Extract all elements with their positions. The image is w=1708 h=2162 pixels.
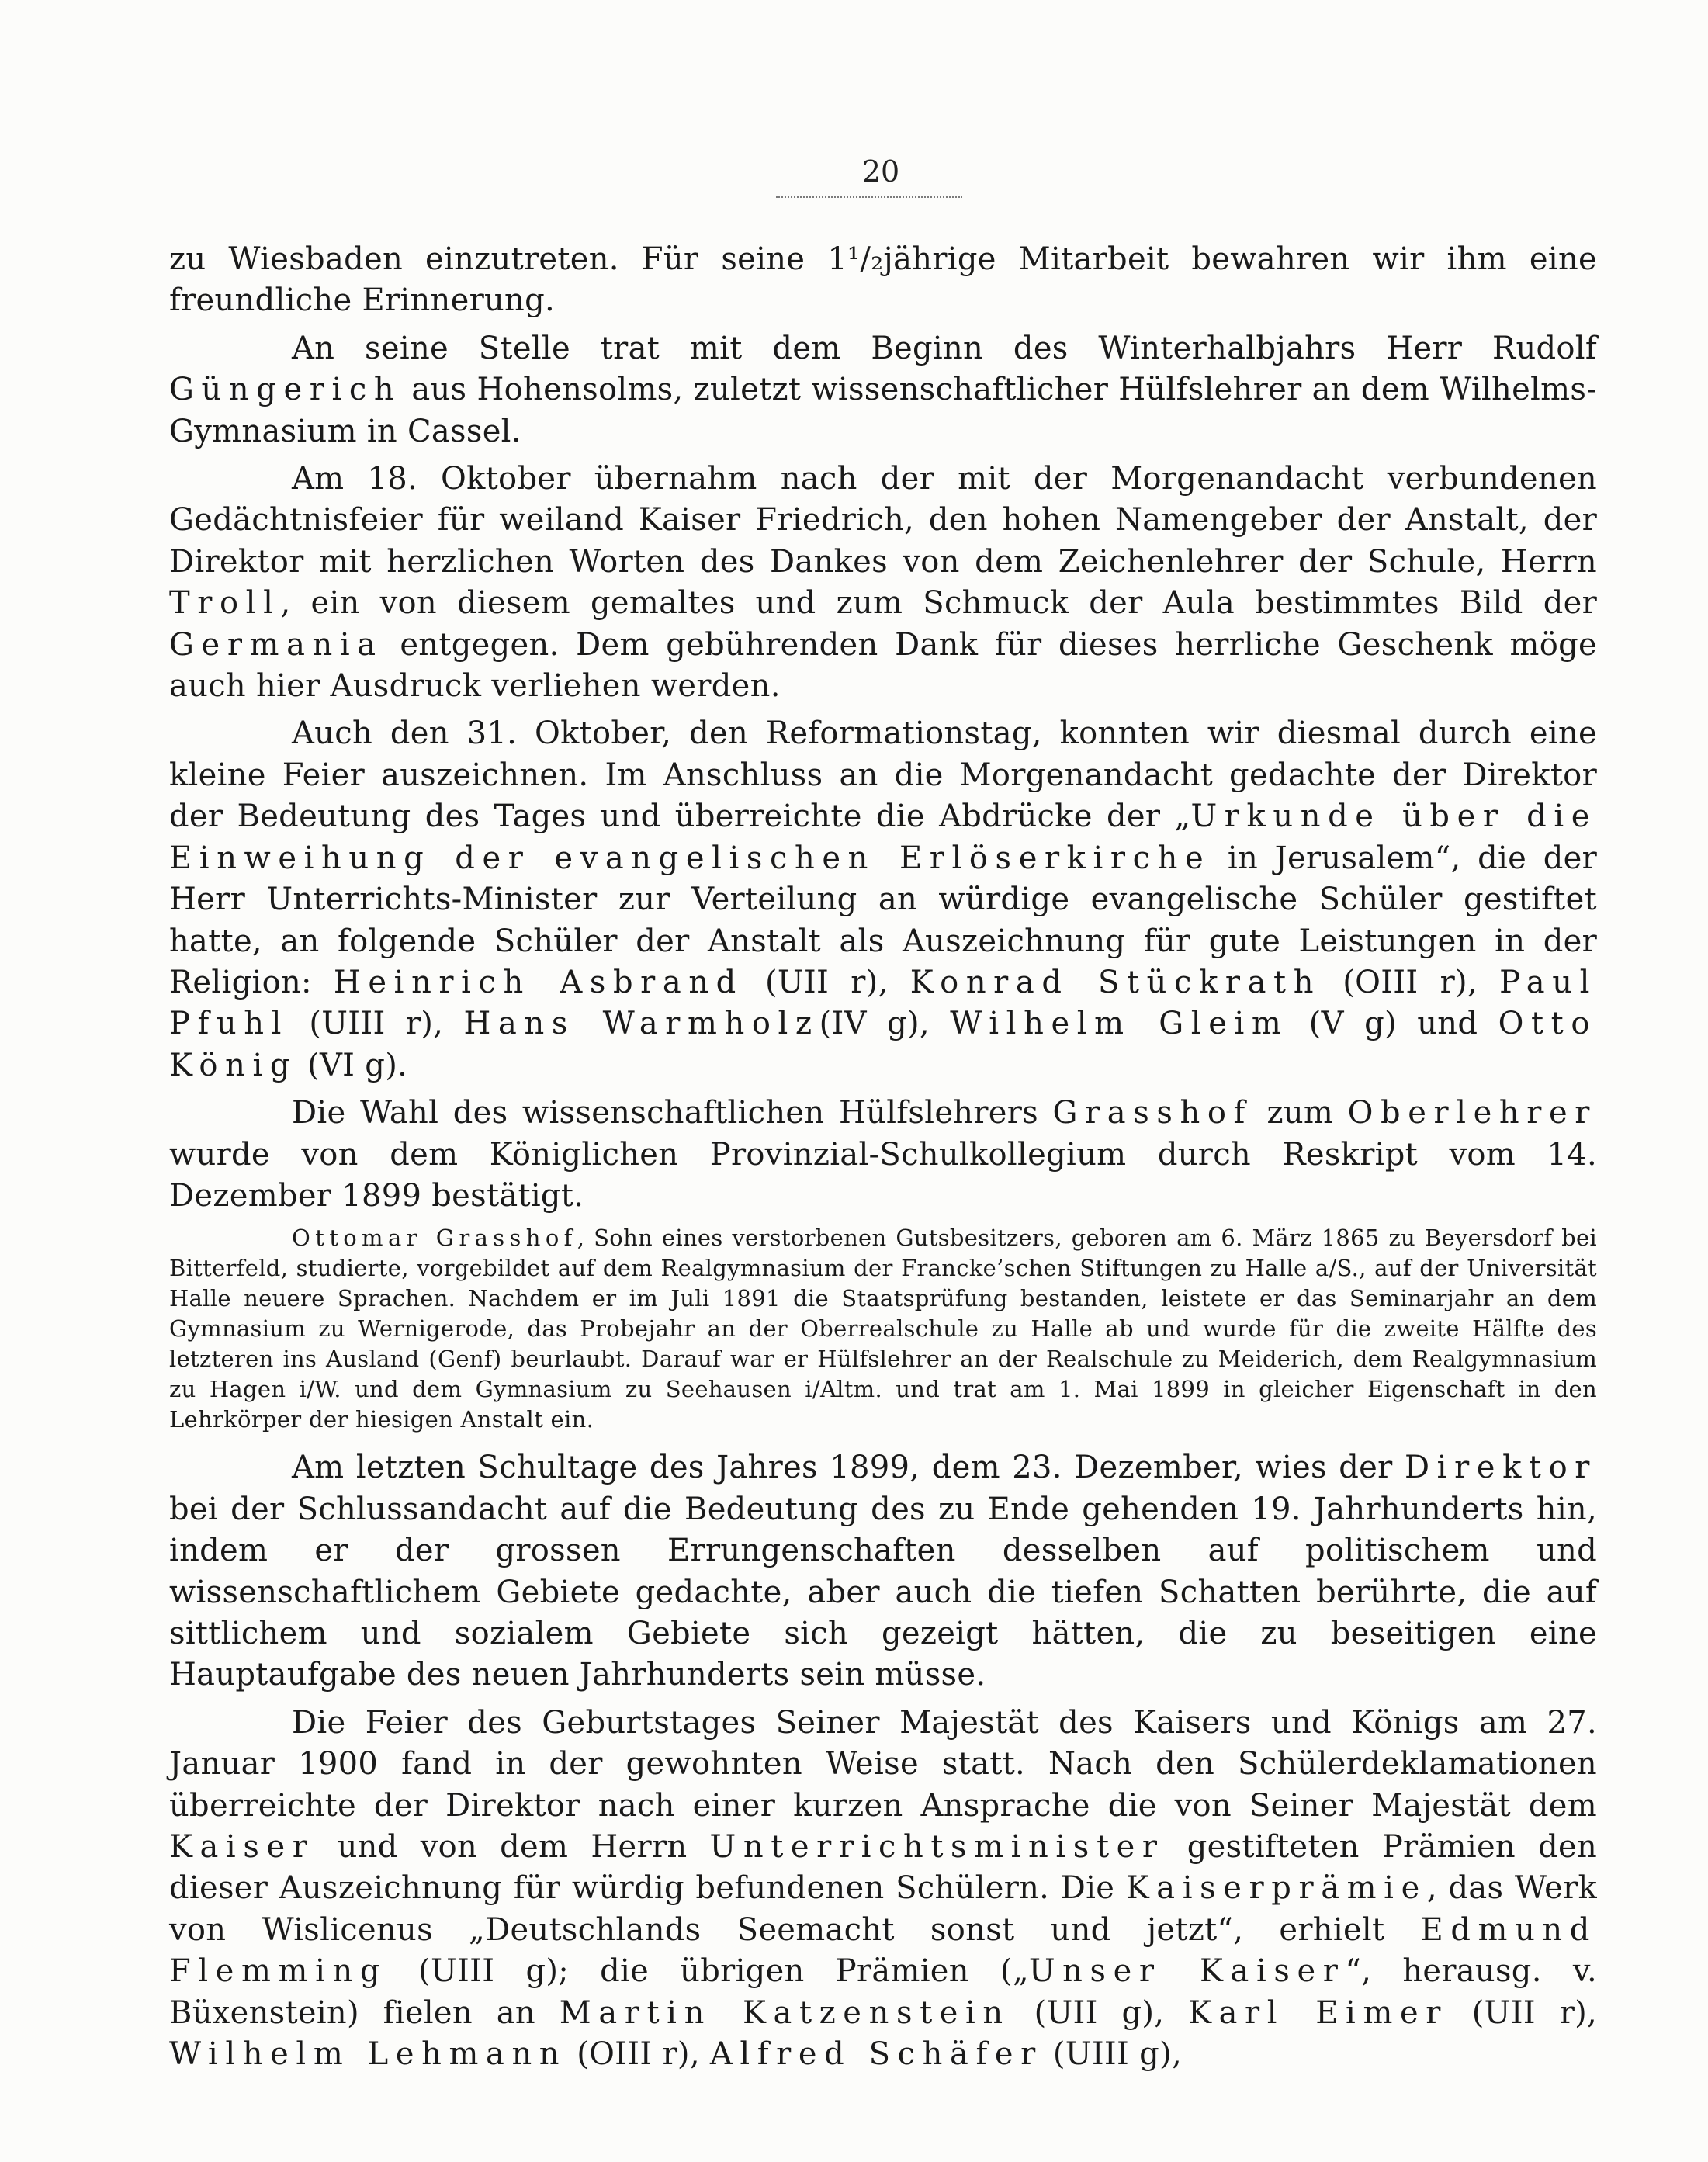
spaced-name: Hans Warmholz — [463, 1006, 819, 1042]
spaced-name: Martin Katzenstein — [559, 1994, 1010, 2031]
paragraph-5 — [169, 1093, 1597, 1217]
paragraph-7-text-a: Die Feier des Geburtstages Seiner Majestät des Kaisers und Königs am 27. Januar 1900 fand in der gewohnten Weise statt. Nach den Schülerdeklamationen überreichte der Direktor nach einer kurzen Ansprache die von Seiner Majestät dem — [169, 1704, 1597, 1824]
paragraph-3-text-a: Am 18. Oktober übernahm nach der mit der Morgenandacht verbundenen Gedächtnisfeier für weiland Kaiser Friedrich, den hohen Namengeber der Anstalt, der Direktor mit herzlichen Worten des Dankes von dem Zeichenlehrer der Schule, Herrn — [169, 461, 1597, 580]
spaced-name: Troll — [169, 585, 281, 622]
biography-note-text: , Sohn eines verstorbenen Gutsbesitzers, geboren am 6. März 1865 zu Beyersdorf bei Bitterfeld, studierte, vorgebildet auf dem Realgymnasium der Francke’schen Stiftungen zu Halle a/S., auf der Universität Halle neuere Sprachen. Nachdem er im Juli 1891 die Staatsprüfung bestanden, leistete er das Seminarjahr an dem Gymnasium zu Wernigerode, das Probejahr an der Oberrealschule zu Halle ab und wurde für die zweite Hälfte des letzteren ins Ausland (Genf) beurlaubt. Darauf war er Hülfslehrer an der Realschule zu Meiderich, dem Realgymnasium zu Hagen i/W. und dem Gymnasium zu Seehausen i/Altm. und trat am 1. Mai 1899 in gleicher Eigenschaft in den Lehrkörper der hiesigen Anstalt ein. — [169, 1225, 1597, 1433]
paragraph-3-text-c: entgegen. Dem gebührenden Dank für dieses herrliche Geschenk möge auch hier Ausdruck verliehen werden. — [169, 626, 1597, 705]
paragraph-7-text-c: gestifteten Prämien den dieser Auszeichnung für würdig befundenen Schülern. Die — [169, 1829, 1598, 1907]
class-label: (OIII r), — [577, 2036, 700, 2073]
paragraph-3-text-b: , ein von diesem gemaltes und zum Schmuck der Aula bestimmtes Bild der — [280, 585, 1597, 622]
class-label: (IV g), — [819, 1006, 930, 1042]
paragraph-1 — [169, 239, 1597, 322]
paragraph-4-text-b: in Jerusalem“, die der Herr Unterrichts-Minister zur Verteilung an würdige evangelische Schüler gestiftet hatte, an folgende Schüler der Anstalt als Auszeichnung für gute Leistungen in der Religion: — [169, 840, 1598, 1000]
spaced-title: Kaiser — [169, 1829, 315, 1865]
paragraph-4 — [169, 713, 1597, 1086]
paragraph-1-text: zu Wiesbaden einzutreten. Für seine 1¹/₂jährige Mitarbeit bewahren wir ihm eine freundliche Erinnerung. — [169, 241, 1597, 319]
class-label: (UIII r), — [309, 1006, 444, 1042]
spaced-title: Kaiserprämie — [1125, 1870, 1427, 1907]
spaced-name: Güngerich — [169, 372, 402, 408]
spaced-name: Wilhelm Gleim — [950, 1006, 1289, 1042]
biography-note — [169, 1223, 1597, 1435]
paragraph-2 — [169, 328, 1597, 452]
spaced-title: Unterrichtsminister — [709, 1829, 1165, 1865]
spaced-name: Heinrich Asbrand — [333, 964, 743, 1000]
paragraph-2-text-b: aus Hohensolms, zuletzt wissenschaftlicher Hülfslehrer an dem Wilhelms-Gymnasium in Cassel. — [169, 372, 1598, 449]
class-label: (VI g). — [307, 1047, 408, 1083]
paragraph-7-text-e: (UIII g); die übrigen Prämien („ — [418, 1953, 1029, 1990]
paragraph-5-text-c: wurde von dem Königlichen Provinzial-Schulkollegium durch Reskript vom 14. Dezember 1899 bestätigt. — [169, 1136, 1597, 1214]
spaced-name: Wilhelm Lehmann — [169, 2036, 567, 2073]
paragraph-2-text-a: An seine Stelle trat mit dem Beginn des Winterhalbjahrs Herr Rudolf — [292, 330, 1597, 366]
paragraph-4-text-a: Auch den 31. Oktober, den Reformationstag, konnten wir diesmal durch eine kleine Feier auszeichnen. Im Anschluss an die Morgenandacht gedachte der Direktor der Bedeutung des Tages und überreichte die Abdrücke der „ — [169, 715, 1597, 835]
class-label: (UII r), — [1471, 1994, 1598, 2031]
spaced-title: Direktor — [1405, 1450, 1597, 1486]
class-label: (OIII r), — [1342, 964, 1478, 1000]
paragraph-7-text-f: “, herausg. v. Büxenstein) fielen an — [169, 1953, 1597, 2031]
spaced-name: Konrad Stückrath — [909, 964, 1322, 1000]
paragraph-5-text-b: zum — [1266, 1095, 1334, 1131]
paragraph-3 — [169, 459, 1597, 707]
paragraph-5-text-a: Die Wahl des wissenschaftlichen Hülfslehrers — [292, 1095, 1038, 1131]
spaced-title: Oberlehrer — [1347, 1095, 1597, 1131]
spaced-name: Ottomar Grasshof — [292, 1225, 577, 1252]
paragraph-7-text-b: und von dem Herrn — [337, 1829, 688, 1865]
spaced-title: Urkunde über die Einweihung der evangelischen Erlöserkirche — [169, 799, 1597, 876]
class-label: (V g) und — [1308, 1006, 1478, 1042]
spaced-name: Germania — [169, 626, 383, 663]
spaced-title: Unser Kaiser — [1028, 1953, 1346, 1990]
body-text — [169, 239, 1597, 2081]
class-label: (UIII g), — [1052, 2036, 1182, 2073]
paragraph-6-text-b: bei der Schlussandacht auf die Bedeutung des zu Ende gehenden 19. Jahrhunderts hin, indem er der grossen Errungenschaften desselben auf politischem und wissenschaftlichem Gebiete gedachte, aber auch die tiefen Schatten berührte, die auf sittlichem und sozialem Gebiete sich gezeigt hätten, die zu beseitigen eine Hauptaufgabe des neuen Jahrhunderts sein müsse. — [169, 1491, 1597, 1693]
spaced-name: Alfred Schäfer — [709, 2036, 1043, 2073]
paragraph-7-text-d: , das Werk von Wislicenus „Deutschlands Seemacht sonst und jetzt“, erhielt — [169, 1870, 1598, 1948]
spaced-name: Paul Pfuhl — [169, 964, 1598, 1042]
class-label: (UII g), — [1034, 1994, 1165, 2031]
spaced-name: Karl Eimer — [1188, 1994, 1448, 2031]
page-number-ornament — [776, 196, 962, 198]
paragraph-6 — [169, 1447, 1597, 1696]
spaced-name: Grasshof — [1052, 1095, 1252, 1131]
spaced-name: Otto König — [169, 1006, 1598, 1083]
paragraph-7 — [169, 1703, 1597, 2076]
class-label: (UII r), — [765, 964, 889, 1000]
spaced-name: Edmund Flemming — [169, 1911, 1597, 1990]
paragraph-6-text-a: Am letzten Schultage des Jahres 1899, dem 23. Dezember, wies der — [292, 1450, 1393, 1486]
page-number: 20 — [861, 154, 900, 189]
